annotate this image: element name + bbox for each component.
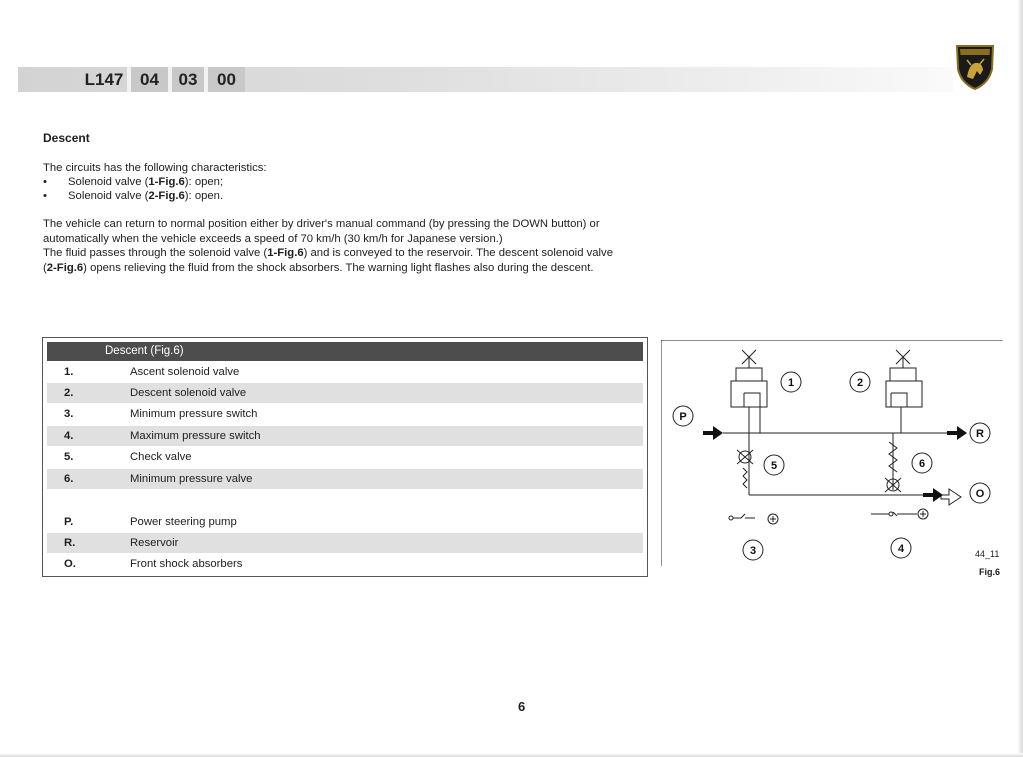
label-5: 5 (770, 460, 778, 472)
legend-table (42, 337, 648, 577)
bullet-symbol: • (43, 176, 47, 188)
flow-arrow-r-icon (947, 426, 967, 440)
solenoid-valve-2 (886, 350, 922, 407)
label-6: 6 (918, 458, 926, 470)
label-4: 4 (897, 543, 905, 555)
hydraulic-circuit-diagram (661, 340, 1003, 566)
flow-arrow-o-icon (923, 488, 943, 502)
table-row: P. Power steering pump (64, 516, 237, 528)
table-row: 4. Maximum pressure switch (47, 426, 643, 446)
hollow-arrow-icon (941, 489, 961, 505)
intro-text: The circuits has the following characteristics: (43, 162, 267, 174)
table-row: 1. Ascent solenoid valve (64, 366, 240, 378)
code-group: 04 (131, 67, 168, 92)
body-line: (2-Fig.6) opens relieving the fluid from the shock absorbers. The warning light flashes also during the descent. (43, 261, 594, 274)
bullet-symbol: • (43, 190, 47, 202)
lamborghini-logo (955, 43, 995, 91)
pressure-switch-3 (729, 514, 778, 524)
table-header: Descent (Fig.6) (47, 342, 643, 361)
page-edge-bottom (0, 753, 1023, 757)
section-title: Descent (43, 131, 90, 145)
body-line: The vehicle can return to normal position either by driver's manual command (by pressing the DOWN button) or (43, 218, 600, 230)
distribution-line (739, 433, 893, 452)
body-paragraph (43, 217, 613, 275)
figure-label: Fig.6 (979, 567, 1001, 577)
figure-reference: 1-Fig.6 (148, 176, 185, 188)
table-row: 6. Minimum pressure valve (47, 469, 643, 489)
label-2: 2 (856, 377, 864, 389)
code-section: 00 (208, 67, 245, 92)
table-row: 2. Descent solenoid valve (47, 383, 643, 403)
page-edge (1017, 0, 1023, 757)
body-line: The fluid passes through the solenoid valve (1-Fig.6) and is conveyed to the reservoir. The descent solenoid valve (43, 247, 613, 260)
figure-code: 44_11 (975, 549, 1000, 559)
supply-line (749, 407, 957, 433)
table-row: 5. Check valve (64, 451, 192, 463)
flow-arrow-p-icon (703, 426, 723, 440)
code-model: L147 (84, 70, 124, 89)
label-3: 3 (749, 545, 757, 557)
table-row: R. Reservoir (47, 533, 643, 553)
table-row (47, 490, 643, 510)
document-code-header (18, 67, 953, 92)
code-subgroup: 03 (172, 67, 204, 92)
table-row: 3. Minimum pressure switch (64, 408, 258, 420)
page-number: 6 (518, 699, 526, 714)
figure-reference: 2-Fig.6 (46, 261, 84, 274)
table-row: O. Front shock absorbers (64, 558, 243, 570)
figure-reference: 2-Fig.6 (148, 190, 185, 202)
figure-reference: 1-Fig.6 (267, 247, 304, 260)
solenoid-valve-1 (731, 350, 767, 407)
pressure-switch-4 (871, 509, 928, 519)
label-p: P (679, 411, 687, 423)
label-r: R (976, 428, 984, 440)
body-line: automatically when the vehicle exceeds a speed of 70 km/h (30 km/h for Japanese version.) (43, 232, 503, 245)
label-o: O (975, 488, 985, 500)
label-1: 1 (787, 377, 795, 389)
check-valve-5 (737, 450, 753, 488)
